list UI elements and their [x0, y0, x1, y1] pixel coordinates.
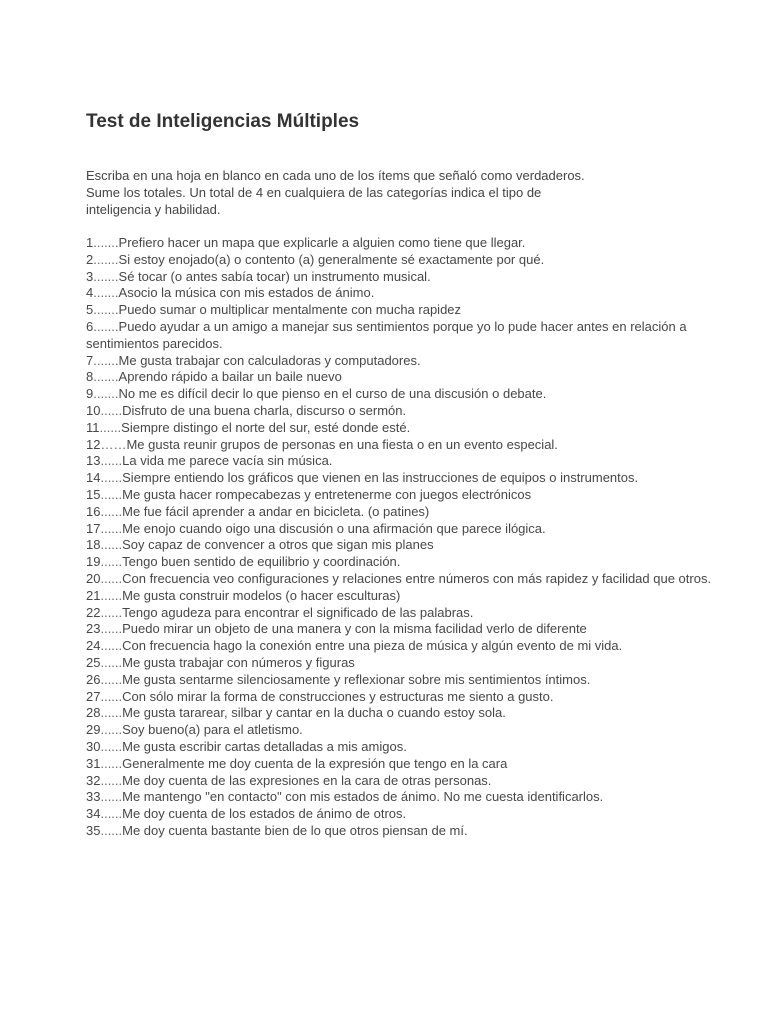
test-item-text: Siempre entiendo los gráficos que vienen en las instrucciones de equipos o instrumentos. — [122, 470, 639, 486]
test-item-leader: ...... — [100, 604, 123, 620]
test-item-text: Puedo ayudar a un amigo a manejar sus sentimientos porque yo lo pude hacer antes en relación a sentimientos parecidos. — [86, 318, 687, 351]
test-item — [86, 588, 716, 605]
test-item-text: Con frecuencia hago la conexión entre una pieza de música y algún evento de mi vida. — [122, 638, 623, 654]
test-item-number: 14 — [86, 470, 101, 486]
test-item-leader: ...... — [100, 806, 123, 822]
test-item-leader: ...... — [100, 587, 123, 603]
test-item — [86, 403, 716, 420]
test-item-text: Me gusta trabajar con números y figuras — [122, 654, 355, 670]
test-item-leader: ...... — [100, 537, 123, 553]
instructions-line: inteligencia y habilidad. — [86, 202, 221, 217]
test-item-leader: ....... — [93, 235, 119, 250]
test-item-text: Tengo buen sentido de equilibrio y coordinación. — [122, 554, 401, 570]
test-item — [86, 269, 716, 286]
test-item — [86, 353, 716, 370]
test-item — [86, 756, 716, 773]
test-item-number: 6 — [86, 318, 94, 334]
test-item — [86, 504, 716, 521]
test-item-leader: ...... — [100, 822, 123, 838]
test-item — [86, 571, 716, 588]
test-item — [86, 605, 716, 622]
test-item-leader: ...... — [100, 722, 123, 738]
test-item-number: 28 — [86, 705, 101, 721]
test-item-text: Puedo mirar un objeto de una manera y con la misma facilidad verlo de diferente — [122, 621, 587, 637]
test-items-list — [86, 235, 716, 840]
test-item — [86, 806, 716, 823]
test-item-leader: ....... — [93, 318, 119, 334]
test-item-number: 12 — [86, 436, 101, 452]
test-item-text: Aprendo rápido a bailar un baile nuevo — [118, 369, 342, 385]
test-item-text: Me gusta escribir cartas detalladas a mis amigos. — [122, 738, 407, 754]
test-item-leader: ....... — [93, 285, 119, 301]
test-item-leader: ....... — [93, 386, 119, 402]
test-item-leader: ...... — [100, 755, 123, 771]
test-item-text: Con sólo mirar la forma de construcciones y estructuras me siento a gusto. — [122, 688, 554, 704]
test-item-text: Me gusta tararear, silbar y cantar en la ducha o cuando estoy sola. — [122, 705, 506, 721]
test-item-number: 8 — [86, 369, 94, 385]
instructions-line: Sume los totales. Un total de 4 en cualquiera de las categorías indica el tipo de — [86, 185, 542, 200]
test-item-number: 11 — [86, 419, 100, 435]
test-item-leader: ....... — [93, 251, 119, 267]
test-item-number: 34 — [86, 806, 101, 822]
test-item-text: Siempre distingo el norte del sur, esté donde esté. — [121, 419, 411, 435]
test-item-number: 1 — [86, 235, 94, 250]
test-item-number: 7 — [86, 352, 94, 368]
test-item-text: Me mantengo "en contacto" con mis estados de ánimo. No me cuesta identificarlos. — [122, 789, 604, 805]
test-item — [86, 789, 716, 806]
test-item-number: 20 — [86, 570, 101, 586]
test-item — [86, 689, 716, 706]
test-item-text: Con frecuencia veo configuraciones y relaciones entre números con más rapidez y facilidad que otros. — [122, 570, 712, 586]
test-item-text: Me doy cuenta de las expresiones en la cara de otras personas. — [122, 772, 492, 788]
test-item-leader: ...... — [100, 453, 123, 469]
test-item — [86, 420, 716, 437]
test-item — [86, 705, 716, 722]
test-item-number: 15 — [86, 486, 101, 502]
test-item-text: Me gusta sentarme silenciosamente y reflexionar sobre mis sentimientos íntimos. — [122, 671, 591, 687]
test-item-text: Tengo agudeza para encontrar el significado de las palabras. — [122, 604, 474, 620]
test-item-number: 9 — [86, 386, 94, 402]
test-item-number: 32 — [86, 772, 101, 788]
test-item — [86, 319, 716, 353]
test-item — [86, 369, 716, 386]
test-item-text: Soy capaz de convencer a otros que sigan mis planes — [122, 537, 434, 553]
test-item — [86, 302, 716, 319]
instructions-line: Escriba en una hoja en blanco en cada uno de los ítems que señaló como verdaderos. — [86, 168, 585, 183]
test-item-number: 23 — [86, 621, 101, 637]
test-item-leader: ...... — [100, 503, 123, 519]
test-item-text: Prefiero hacer un mapa que explicarle a alguien como tiene que llegar. — [118, 235, 526, 250]
test-item-leader: ...... — [100, 705, 123, 721]
test-item-text: Si estoy enojado(a) o contento (a) generalmente sé exactamente por qué. — [118, 251, 545, 267]
test-item-text: Soy bueno(a) para el atletismo. — [122, 722, 303, 738]
test-item-leader: ...... — [100, 486, 123, 502]
test-item — [86, 252, 716, 269]
test-item-text: Me fue fácil aprender a andar en bicicleta. (o patines) — [122, 503, 430, 519]
test-item-text: Me enojo cuando oigo una discusión o una afirmación que parece ilógica. — [122, 520, 546, 536]
test-item-text: Disfruto de una buena charla, discurso o sermón. — [122, 402, 407, 418]
test-item-text: Me doy cuenta de los estados de ánimo de otros. — [122, 806, 407, 822]
test-item-number: 24 — [86, 638, 101, 654]
test-item-leader: ...... — [100, 671, 123, 687]
test-item-number: 18 — [86, 537, 101, 553]
test-item — [86, 470, 716, 487]
test-item-text: Me gusta hacer rompecabezas y entretenerme con juegos electrónicos — [122, 486, 532, 502]
test-item-number: 3 — [86, 268, 94, 284]
test-item-number: 5 — [86, 302, 94, 318]
test-item-text: No me es difícil decir lo que pienso en el curso de una discusión o debate. — [118, 386, 547, 402]
test-item — [86, 487, 716, 504]
test-item-leader: ...... — [100, 470, 123, 486]
test-item — [86, 823, 716, 840]
test-item-number: 31 — [86, 755, 101, 771]
test-item-number: 10 — [86, 402, 101, 418]
test-item-leader: ....... — [93, 302, 119, 318]
test-item — [86, 285, 716, 302]
test-item-number: 17 — [86, 520, 101, 536]
test-item-number: 33 — [86, 789, 101, 805]
test-item-leader: ...... — [100, 789, 123, 805]
test-item-number: 22 — [86, 604, 101, 620]
test-item-number: 29 — [86, 722, 101, 738]
test-item-leader: ...... — [100, 570, 123, 586]
test-item-leader: ...... — [100, 520, 123, 536]
test-item-leader: ....... — [93, 369, 119, 385]
test-item-leader: ...... — [100, 638, 123, 654]
test-item-leader: ...... — [100, 772, 123, 788]
test-item-text: Me gusta reunir grupos de personas en una fiesta o en un evento especial. — [126, 436, 558, 452]
test-item-text: Me gusta trabajar con calculadoras y computadores. — [118, 352, 421, 368]
test-item-number: 13 — [86, 453, 101, 469]
test-item — [86, 655, 716, 672]
test-item-text: Generalmente me doy cuenta de la expresión que tengo en la cara — [122, 755, 508, 771]
test-item — [86, 437, 716, 454]
test-item-leader: …… — [100, 436, 127, 452]
test-item-number: 19 — [86, 554, 101, 570]
test-item — [86, 773, 716, 790]
test-item-leader: ....... — [93, 268, 119, 284]
test-item-leader: ...... — [100, 402, 123, 418]
test-item — [86, 386, 716, 403]
test-item — [86, 537, 716, 554]
test-item-leader: ...... — [99, 419, 122, 435]
test-item-text: La vida me parece vacía sin música. — [122, 453, 333, 469]
test-item-text: Me doy cuenta bastante bien de lo que otros piensan de mí. — [122, 822, 468, 838]
test-item-leader: ...... — [100, 654, 123, 670]
test-item-number: 27 — [86, 688, 101, 704]
test-item-number: 2 — [86, 251, 94, 267]
test-item-number: 16 — [86, 503, 101, 519]
test-item-number: 25 — [86, 654, 101, 670]
document-title: Test de Inteligencias Múltiples — [86, 111, 360, 132]
test-item-leader: ...... — [100, 688, 123, 704]
test-item-number: 35 — [86, 822, 101, 838]
test-item-text: Puedo sumar o multiplicar mentalmente con mucha rapidez — [118, 302, 462, 318]
test-item — [86, 638, 716, 655]
test-item — [86, 722, 716, 739]
test-item — [86, 453, 716, 470]
test-item — [86, 235, 716, 252]
test-item-leader: ...... — [100, 621, 123, 637]
test-item-leader: ...... — [100, 554, 123, 570]
test-item-number: 4 — [86, 285, 94, 301]
test-item-number: 30 — [86, 738, 101, 754]
test-item-leader: ....... — [93, 352, 119, 368]
instructions-paragraph — [86, 167, 716, 218]
test-item-number: 26 — [86, 671, 101, 687]
test-item — [86, 521, 716, 538]
test-item-leader: ...... — [100, 738, 123, 754]
test-item-text: Asocio la música con mis estados de ánimo. — [118, 285, 375, 301]
test-item — [86, 672, 716, 689]
test-item — [86, 739, 716, 756]
test-item-text: Sé tocar (o antes sabía tocar) un instrumento musical. — [118, 268, 431, 284]
test-item-number: 21 — [86, 587, 101, 603]
test-item-text: Me gusta construir modelos (o hacer esculturas) — [122, 587, 401, 603]
test-item — [86, 554, 716, 571]
test-item — [86, 621, 716, 638]
